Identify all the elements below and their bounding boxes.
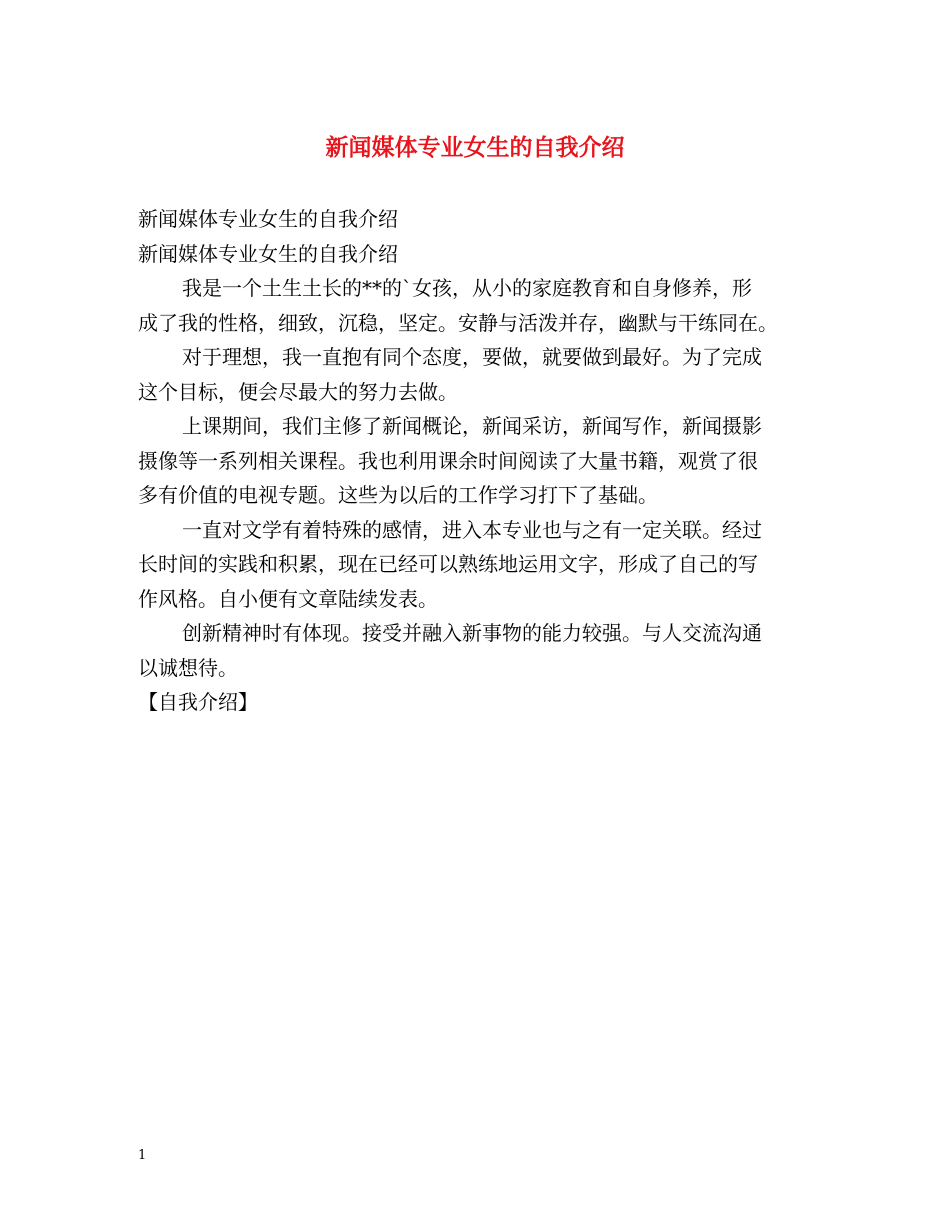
text-line: 以诚想待。 bbox=[138, 655, 238, 680]
document-title: 新闻媒体专业女生的自我介绍 bbox=[325, 134, 625, 161]
text-line: 【自我介绍】 bbox=[138, 690, 258, 714]
page-number: 1 bbox=[138, 1148, 147, 1163]
paragraph-first-line: 对于理想，我一直抱有同个态度，要做，就要做到最好。为了完成 bbox=[182, 345, 762, 369]
paragraph-first-line: 我是一个土生土长的**的`女孩，从小的家庭教育和自身修养，形 bbox=[182, 276, 752, 300]
paragraph-first-line: 上课期间，我们主修了新闻概论，新闻采访，新闻写作，新闻摄影 bbox=[182, 414, 762, 438]
document-body bbox=[138, 202, 818, 720]
text-line: 长时间的实践和积累，现在已经可以熟练地运用文字，形成了自己的写 bbox=[138, 552, 758, 576]
text-line: 这个目标，便会尽最大的努力去做。 bbox=[138, 379, 458, 404]
text-line: 摄像等一系列相关课程。我也利用课余时间阅读了大量书籍，观赏了很 bbox=[138, 448, 758, 473]
paragraph-first-line: 一直对文学有着特殊的感情，进入本专业也与之有一定关联。经过 bbox=[182, 517, 762, 542]
text-line: 新闻媒体专业女生的自我介绍 bbox=[138, 241, 398, 266]
text-line: 多有价值的电视专题。这些为以后的工作学习打下了基础。 bbox=[138, 483, 658, 507]
paragraph-first-line: 创新精神时有体现。接受并融入新事物的能力较强。与人交流沟通 bbox=[182, 621, 762, 645]
text-line: 成了我的性格，细致，沉稳，坚定。安静与活泼并存，幽默与干练同在。 bbox=[138, 310, 778, 335]
text-line: 作风格。自小便有文章陆续发表。 bbox=[138, 586, 438, 611]
text-line: 新闻媒体专业女生的自我介绍 bbox=[138, 207, 398, 231]
